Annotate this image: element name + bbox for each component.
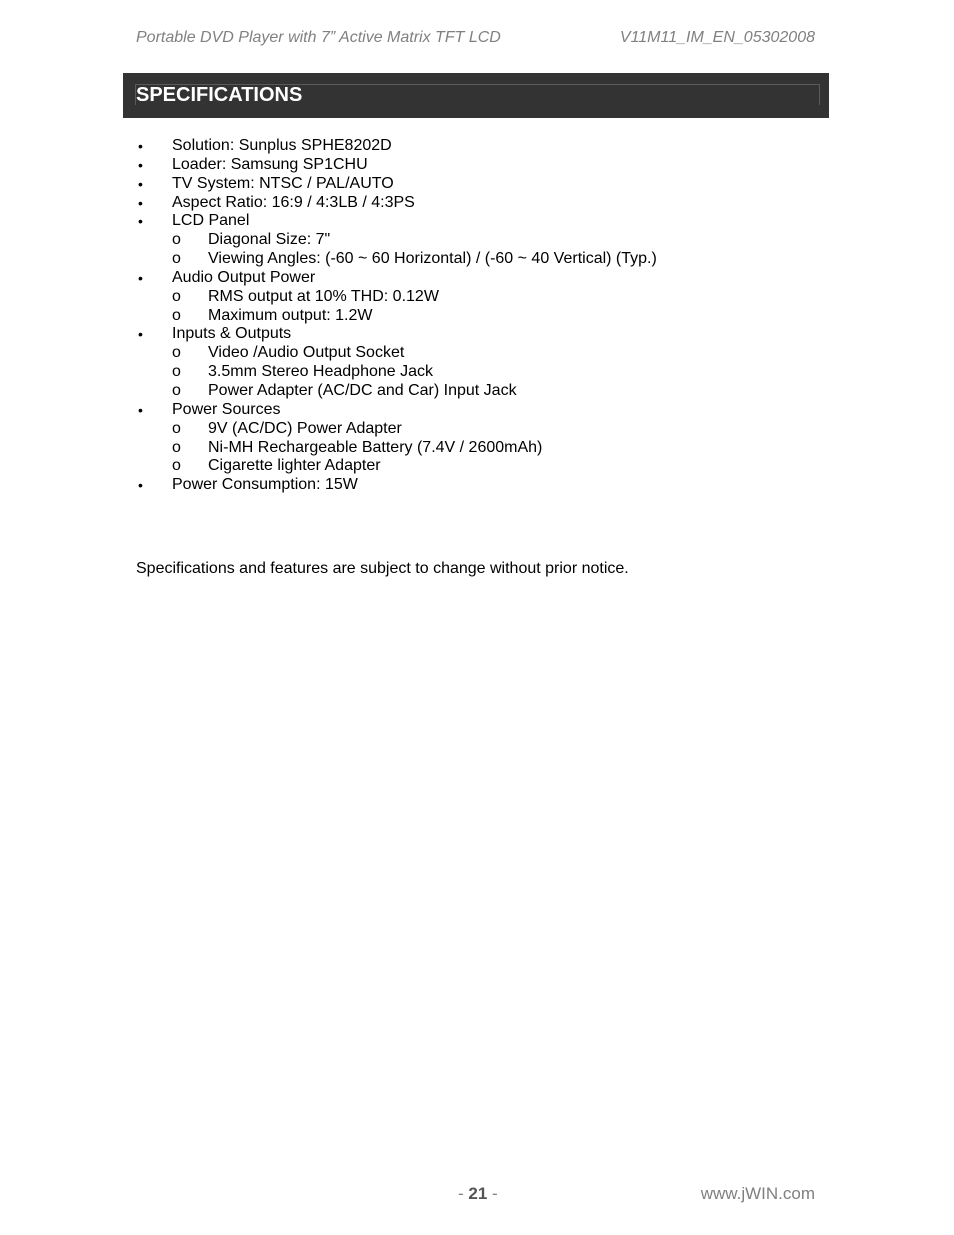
sub-list-item xyxy=(136,307,816,326)
sub-list-item xyxy=(136,250,816,269)
list-item xyxy=(136,325,816,344)
page-number-value: 21 xyxy=(468,1184,488,1203)
list-item xyxy=(136,476,816,495)
section-banner xyxy=(123,73,829,118)
list-item xyxy=(136,269,816,288)
sub-list-item xyxy=(136,288,816,307)
circle-bullet-icon: o xyxy=(172,250,181,268)
list-item xyxy=(136,194,816,213)
list-item-text: Cigarette lighter Adapter xyxy=(208,457,381,475)
page-suffix: - xyxy=(487,1184,498,1203)
list-item-text: Solution: Sunplus SPHE8202D xyxy=(172,137,392,154)
list-item xyxy=(136,156,816,175)
bullet-icon: • xyxy=(138,213,143,230)
bullet-icon: • xyxy=(138,138,143,154)
section-title: SPECIFICATIONS xyxy=(136,84,303,106)
circle-bullet-icon: o xyxy=(172,363,181,381)
list-item xyxy=(136,137,816,156)
circle-bullet-icon: o xyxy=(172,231,181,249)
circle-bullet-icon: o xyxy=(172,438,181,456)
list-item xyxy=(136,401,816,420)
circle-bullet-icon: o xyxy=(172,344,181,362)
specifications-list xyxy=(136,137,816,495)
sub-list-item xyxy=(136,382,816,401)
bullet-icon: • xyxy=(138,477,143,494)
circle-bullet-icon: o xyxy=(172,287,181,305)
list-item-text: Diagonal Size: 7" xyxy=(208,231,331,249)
list-item-text: 3.5mm Stereo Headphone Jack xyxy=(208,363,434,381)
circle-bullet-icon: o xyxy=(172,306,181,324)
list-item xyxy=(136,212,816,231)
list-item-text: Loader: Samsung SP1CHU xyxy=(172,155,368,173)
list-item-text: Aspect Ratio: 16:9 / 4:3LB / 4:3PS xyxy=(172,193,415,211)
list-item-text: Power Consumption: 15W xyxy=(172,476,358,494)
header-document-title: Portable DVD Player with 7” Active Matrix TFT LCD xyxy=(136,29,501,46)
list-item-text: Inputs & Outputs xyxy=(172,325,292,343)
page-number xyxy=(458,1184,498,1204)
list-item-text: Ni-MH Rechargeable Battery (7.4V / 2600mAh) xyxy=(208,438,543,456)
list-item-text: Viewing Angles: (-60 ~ 60 Horizontal) / (-60 ~ 40 Vertical) (Typ.) xyxy=(208,250,657,268)
circle-bullet-icon: o xyxy=(172,457,181,475)
change-notice: Specifications and features are subject to change without prior notice. xyxy=(136,560,629,577)
bullet-icon: • xyxy=(138,401,143,418)
list-item-text: Power Adapter (AC/DC and Car) Input Jack xyxy=(208,381,517,399)
bullet-icon: • xyxy=(138,194,143,211)
list-item-text: TV System: NTSC / PAL/AUTO xyxy=(172,174,394,192)
list-item-text: Audio Output Power xyxy=(172,268,316,286)
sub-list-item xyxy=(136,363,816,382)
sub-list-item xyxy=(136,420,816,439)
bullet-icon: • xyxy=(138,156,143,173)
sub-list-item xyxy=(136,457,816,476)
list-item-text: Video /Audio Output Socket xyxy=(208,344,405,362)
header-document-code: V11M11_IM_EN_05302008 xyxy=(619,29,815,46)
sub-list-item xyxy=(136,344,816,363)
list-item-text: LCD Panel xyxy=(172,212,250,230)
sub-list-item xyxy=(136,231,816,250)
list-item xyxy=(136,175,816,194)
bullet-icon: • xyxy=(138,326,143,343)
list-item-text: Maximum output: 1.2W xyxy=(208,306,373,324)
list-item-text: Power Sources xyxy=(172,400,281,418)
sub-list-item xyxy=(136,439,816,458)
bullet-icon: • xyxy=(138,175,143,192)
page-prefix: - xyxy=(458,1184,469,1203)
list-item-text: 9V (AC/DC) Power Adapter xyxy=(208,419,402,437)
list-item-text: RMS output at 10% THD: 0.12W xyxy=(208,287,439,305)
bullet-icon: • xyxy=(138,269,143,286)
circle-bullet-icon: o xyxy=(172,419,181,437)
footer-website: www.jWIN.com xyxy=(700,1184,815,1203)
circle-bullet-icon: o xyxy=(172,381,181,399)
